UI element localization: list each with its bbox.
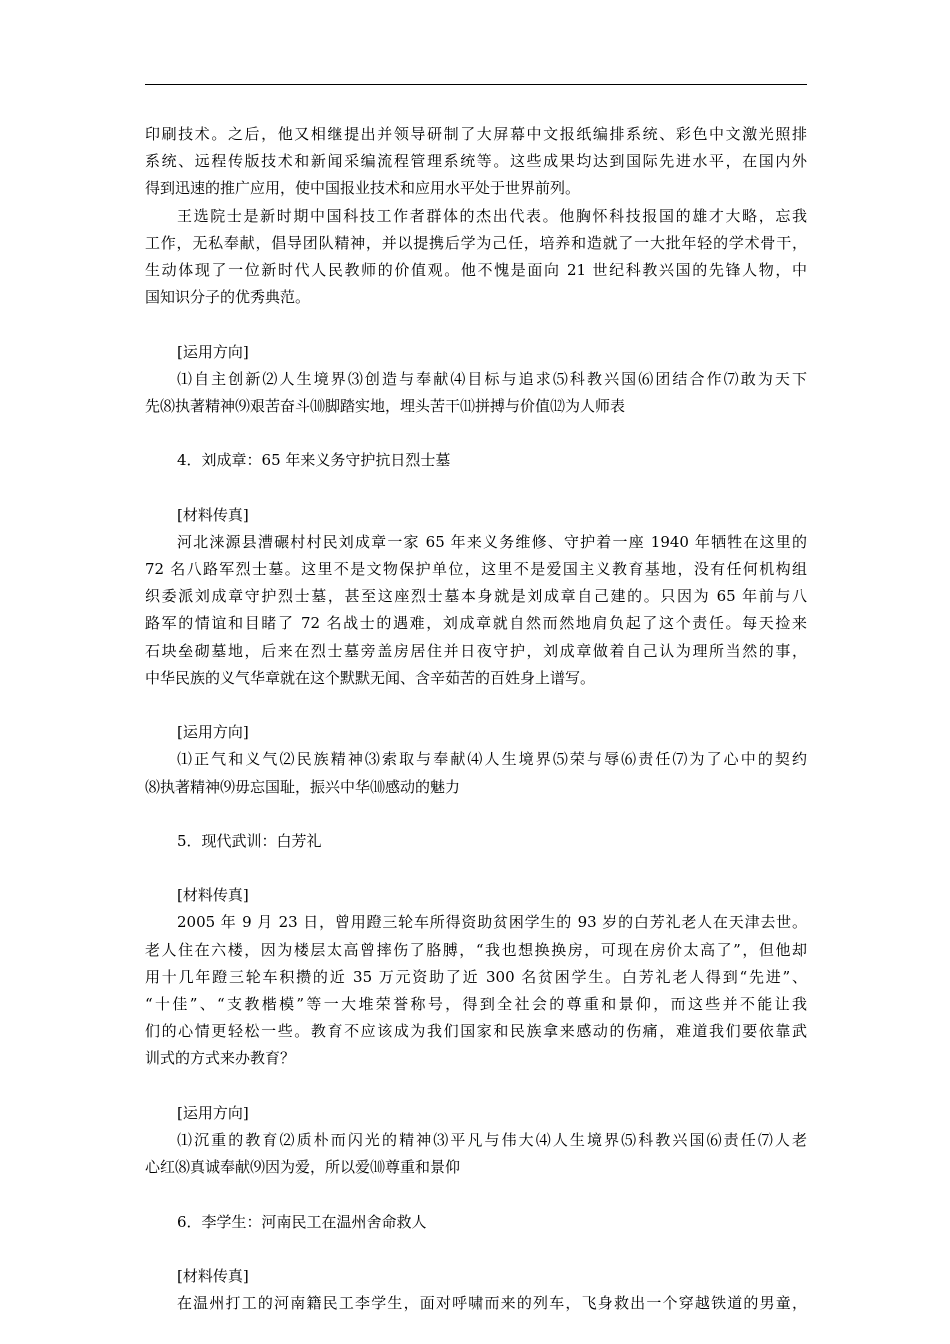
material-line: 石块垒砌墓地，后来在烈士墓旁盖房居住并日夜守护，刘成章做着自己认为理所当然的事， [145, 641, 807, 660]
text-line: 国知识分子的优秀典范。 [145, 288, 311, 307]
material-line: 老人住在六楼，因为楼层太高曾摔伤了胳膊，“我也想换换房，可现在房价太高了”，但他却 [145, 940, 807, 959]
material-heading: [材料传真] [177, 886, 249, 905]
usage-heading: [运用方向] [177, 723, 249, 742]
usage-heading: [运用方向] [177, 342, 249, 361]
usage-block-liu [145, 719, 807, 801]
usage-line: ⑻执著精神⑼毋忘国耻，振兴中华⑽感动的魅力 [145, 777, 461, 796]
document-content [145, 121, 807, 1317]
paragraph-wang [145, 203, 807, 312]
material-line: 河北涞源县漕碾村村民刘成章一家 65 年来义务维修、守护着一座 1940 年牺牲在这里的 [177, 532, 807, 551]
material-block-li [145, 1263, 807, 1317]
material-line: 训式的方式来办教育？ [145, 1049, 296, 1068]
usage-line: ⑴自主创新⑵人生境界⑶创造与奉献⑷目标与追求⑸科教兴国⑹团结合作⑺敢为天下 [177, 369, 807, 388]
material-line: 72 名八路军烈士墓。这里不是文物保护单位，这里不是爱国主义教育基地，没有任何机构组 [145, 560, 807, 578]
section-title: 5．现代武训：白芳礼 [177, 831, 322, 850]
material-heading: [材料传真] [177, 505, 249, 524]
material-line: 2005 年 9 月 23 日，曾用蹬三轮车所得资助贫困学生的 93 岁的白芳礼老人在天津去世。 [177, 913, 807, 932]
text-line: 王选院士是新时期中国科技工作者群体的杰出代表。他胸怀科技报国的雄才大略，忘我 [177, 206, 807, 225]
material-line: 中华民族的义气华章就在这个默默无闻、含辛茹苦的百姓身上谱写。 [145, 668, 596, 687]
text-line: 得到迅速的推广应用，使中国报业技术和应用水平处于世界前列。 [145, 179, 581, 198]
usage-line: ⑴沉重的教育⑵质朴而闪光的精神⑶平凡与伟大⑷人生境界⑸科教兴国⑹责任⑺人老 [177, 1130, 807, 1149]
text-line: 工作，无私奉献，倡导团队精神，并以提携后学为己任，培养和造就了一大批年轻的学术骨干， [145, 233, 807, 252]
material-line: 用十几年蹬三轮车积攒的近 35 万元资助了近 300 名贫困学生。白芳礼老人得到“先进”、 [145, 967, 807, 986]
material-line: 们的心情更轻松一些。教育不应该成为我们国家和民族拿来感动的伤痛，难道我们要依靠武 [145, 1022, 807, 1041]
material-heading: [材料传真] [177, 1266, 249, 1285]
usage-line: 心红⑻真诚奉献⑼因为爱，所以爱⑽尊重和景仰 [145, 1158, 461, 1177]
usage-line: 先⑻执著精神⑼艰苦奋斗⑽脚踏实地，埋头苦干⑾拼搏与价值⑿为人师表 [145, 396, 626, 415]
section-title: 6．李学生：河南民工在温州舍命救人 [177, 1212, 427, 1231]
usage-heading: [运用方向] [177, 1103, 249, 1122]
material-line: 织委派刘成章守护烈士墓，甚至这座烈士墓本身就是刘成章自己建的。只因为 65 年前与八 [145, 587, 807, 606]
text-line: 生动体现了一位新时代人民教师的价值观。他不愧是面向 21 世纪科教兴国的先锋人物，中 [145, 260, 807, 279]
section-title: 4．刘成章：65 年来义务守护抗日烈士墓 [177, 451, 451, 470]
text-line: 系统、远程传版技术和新闻采编流程管理系统等。这些成果均达到国际先进水平，在国内外 [145, 152, 807, 171]
header-rule [145, 84, 807, 85]
usage-block-bai [145, 1100, 807, 1182]
text-line: 印刷技术。之后，他又相继提出并领导研制了大屏幕中文报纸编排系统、彩色中文激光照排 [145, 125, 807, 143]
material-block-bai [145, 882, 807, 1072]
paragraph-intro [145, 121, 807, 203]
usage-line: ⑴正气和义气⑵民族精神⑶索取与奉献⑷人生境界⑸荣与辱⑹责任⑺为了心中的契约 [177, 750, 807, 769]
material-block-liu [145, 502, 807, 692]
usage-block-wang [145, 339, 807, 421]
material-line: 路军的情谊和目睹了 72 名战士的遇难，刘成章就自然而然地肩负起了这个责任。每天捡来 [145, 614, 807, 633]
material-line: 在温州打工的河南籍民工李学生，面对呼啸而来的列车，飞身救出一个穿越铁道的男童， [177, 1294, 807, 1313]
material-line: “十佳”、“支教楷模”等一大堆荣誉称号，得到全社会的尊重和景仰，而这些并不能让我 [145, 995, 807, 1013]
